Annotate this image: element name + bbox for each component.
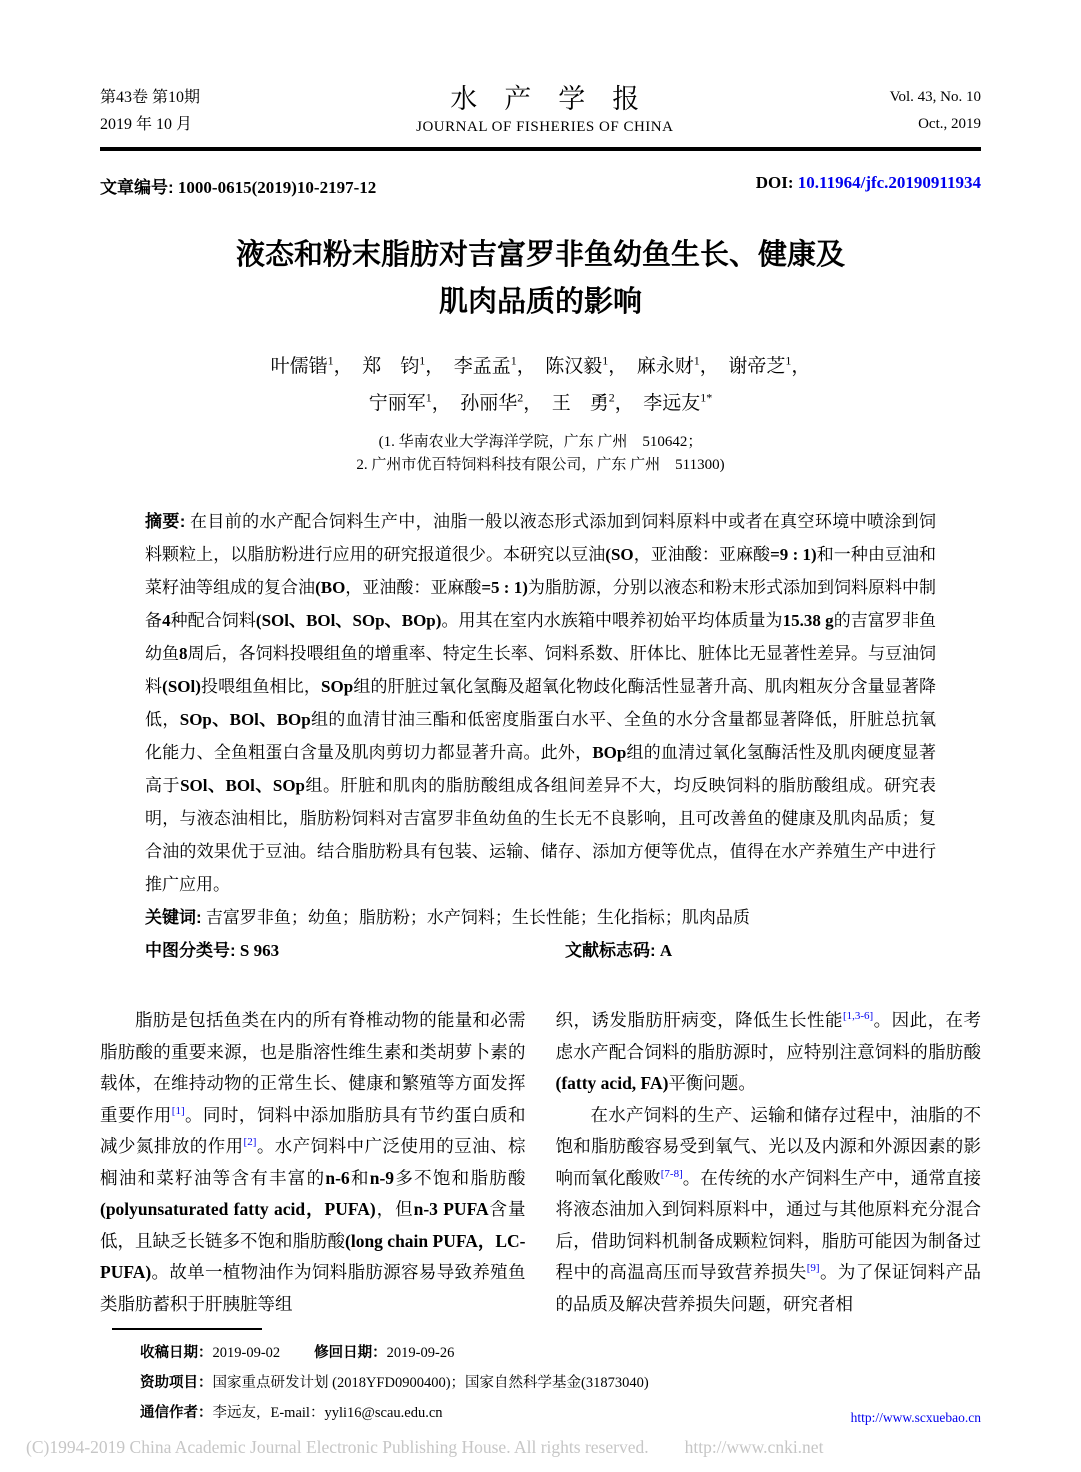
text-segment: 组的血清甘油三酯和低密度脂蛋白水平、全鱼的水分含量都显著降低，肝脏总抗氧化能力、全鱼粗蛋白含量及肌肉剪切力都显著升高。此外，	[145, 710, 937, 762]
text-segment: SOp、BOl、BOp	[179, 710, 311, 729]
journal-title-en: JOURNAL OF FISHERIES OF CHINA	[416, 119, 674, 135]
body-paragraph	[556, 1005, 982, 1100]
text-segment: 4	[162, 611, 171, 630]
cnki-url: http://www.cnki.net	[684, 1437, 824, 1457]
text-segment: 1	[327, 353, 334, 368]
text-segment: ，	[699, 356, 729, 377]
received-date-label: 收稿日期：	[140, 1345, 213, 1361]
text-segment: 在水产饲料的生产、运输和储存过程中，油脂的不饱和脂肪酸容易受到氧气、光以及内源和外源因素的影响而氧化酸败	[555, 1104, 981, 1188]
keywords-text: 吉富罗非鱼；幼鱼；脂肪粉；水产饲料；生长性能；生化指标；肌肉品质	[205, 908, 750, 927]
journal-title-cn: 水 产 学 报	[450, 84, 640, 114]
text-segment: (long chain PUFA，LC-PUFA)	[100, 1230, 526, 1282]
text-segment: 平衡问题。	[668, 1073, 756, 1093]
text-segment: ，	[523, 393, 552, 414]
left-column	[100, 1005, 526, 1320]
text-segment: 麻永财	[636, 356, 694, 377]
text-segment: 。用其在室内水族箱中喂养初始平均体质量为	[441, 611, 783, 630]
right-column	[556, 1005, 982, 1320]
text-segment: 1	[419, 353, 426, 368]
masthead-left	[100, 84, 200, 138]
copyright-text: (C)1994-2019 China Academic Journal Electronic Publishing House. All rights reserved.	[26, 1437, 649, 1457]
cnki-watermark	[26, 1437, 823, 1458]
doi-link[interactable]: 10.11964/jfc.20190911934	[797, 173, 981, 192]
author-line1	[100, 348, 981, 385]
text-segment: 孙丽华	[460, 393, 518, 414]
text-segment: BOp	[592, 743, 627, 762]
masthead-right	[890, 84, 981, 138]
citation-ref[interactable]: [7-8]	[660, 1167, 683, 1180]
corresponding-author-label: 通信作者：	[140, 1405, 213, 1421]
corresponding-author: 李远友，E-mail：yyli16@scau.edu.cn	[212, 1405, 443, 1421]
text-segment: 和一种由豆油和菜籽油等组成的复合油	[145, 545, 937, 597]
text-segment: 织，诱发脂肪肝病变，降低生长性能	[555, 1010, 843, 1030]
text-segment: 。在传统的水产饲料生产中，通常直接将液态油加入到饲料原料中，通过与其他原料充分混合后，借助饲料机制备成颗粒饲料，脂肪可能因为制备过程中的高温高压而导致营养损失	[555, 1167, 982, 1282]
article-title-line2: 肌肉品质的影响	[438, 286, 642, 318]
revised-date-label: 修回日期：	[314, 1345, 387, 1361]
masthead-center	[200, 84, 890, 136]
body-paragraph	[556, 1100, 982, 1321]
text-segment: 和	[349, 1167, 370, 1188]
text-segment: (BO	[315, 578, 346, 597]
footnote-funding	[140, 1368, 981, 1398]
text-segment: 为脂肪源，分别以液态和粉末形式添加到饲料原料中制备	[145, 578, 937, 630]
citation-ref[interactable]: [1,3-6]	[842, 1010, 874, 1023]
text-segment: 投喂组鱼相比，	[200, 677, 322, 696]
text-segment: 。同时，饲料中添加脂肪具有节约蛋白质和减少氮排放的作用	[100, 1104, 526, 1156]
article-number-value: 1000-0615(2019)10-2197-12	[177, 178, 377, 197]
text-segment: 谢帝芝	[728, 356, 786, 377]
document-code-label: 文献标志码:	[565, 941, 656, 960]
text-segment: 多不饱和脂肪酸	[394, 1167, 526, 1188]
masthead	[100, 84, 981, 138]
affiliations	[100, 431, 981, 477]
text-segment: SOl、BOl、SOp	[180, 776, 305, 795]
text-segment: 2	[517, 390, 524, 405]
text-segment: 1	[693, 353, 700, 368]
text-segment: 脂肪是包括鱼类在内的所有脊椎动物的能量和必需脂肪酸的重要来源，也是脂溶性维生素和类胡萝卜素的载体，在维持动物的正常生长、健康和繁殖等方面发挥重要作用	[100, 1010, 526, 1125]
text-segment: 。故单一植物油作为饲料脂肪源容易导致养殖鱼类脂肪蓄积于肝胰脏等组	[100, 1262, 526, 1314]
keywords	[145, 901, 936, 934]
text-segment: 1	[785, 353, 792, 368]
article-number-label: 文章编号:	[100, 178, 174, 197]
text-segment: 1	[602, 353, 609, 368]
funding-label: 资助项目：	[140, 1375, 213, 1391]
text-segment: (polyunsaturated fatty acid，PUFA)	[100, 1199, 376, 1219]
received-date: 2019-09-02	[212, 1345, 281, 1361]
footnote-rule	[112, 1328, 262, 1330]
text-segment: 。因此，在考虑水产配合饲料的脂肪源时，应特别注意饲料的脂肪酸	[555, 1010, 981, 1062]
text-segment: =5 : 1)	[481, 578, 528, 597]
journal-site-link[interactable]: http://www.scxuebao.cn	[850, 1410, 981, 1425]
text-segment: 。水产饲料中广泛使用的豆油、棕榈油和菜籽油等含有丰富的	[100, 1136, 526, 1188]
text-segment: ，	[333, 356, 363, 377]
text-segment: 郑 钧	[362, 356, 420, 377]
text-segment: 李孟孟	[453, 356, 511, 377]
text-segment: 王 勇	[551, 393, 609, 414]
text-segment: 1	[425, 390, 432, 405]
text-segment: n-3 PUFA	[413, 1199, 489, 1219]
article-meta-row	[100, 173, 981, 198]
clc-number	[145, 934, 565, 967]
document-code-value: A	[659, 941, 673, 960]
text-segment: n-9	[369, 1167, 395, 1188]
text-segment: ，	[791, 356, 811, 377]
author-list	[100, 348, 981, 422]
text-segment: ，亚油酸：亚麻酸	[345, 578, 482, 597]
citation-ref[interactable]: [1]	[171, 1104, 185, 1117]
citation-ref[interactable]: [9]	[806, 1262, 820, 1275]
text-segment: 15.38 g	[782, 611, 834, 630]
article-title	[100, 232, 981, 326]
author-line2	[100, 385, 981, 422]
text-segment: 陈汉毅	[545, 356, 603, 377]
text-segment: 组。肝脏和肌肉的脂肪酸组成各组间差异不大，均反映饲料的脂肪酸组成。研究表明，与液态油相比，脂肪粉饲料对吉富罗非鱼幼鱼的生长无不良影响，且可改善鱼的健康及肌肉品质；复合油的效果优于豆油。结合脂肪粉具有包装、运输、储存、添加方便等优点，值得在水产养殖生产中进行推广应用。	[145, 776, 937, 894]
text-segment: 1	[510, 353, 517, 368]
citation-ref[interactable]: [2]	[243, 1136, 257, 1149]
classification-row	[145, 934, 936, 967]
volume-number-en: Vol. 43, No. 10	[889, 89, 981, 105]
text-segment: ，亚油酸：亚麻酸	[633, 545, 771, 564]
text-segment: =9 : 1)	[770, 545, 817, 564]
text-segment: ，	[614, 393, 644, 414]
text-segment: 组的肝脏过氧化氢酶及超氧化物歧化酶活性显著升高、肌肉粗灰分含量显著降低，	[145, 677, 937, 729]
masthead-rule	[100, 147, 981, 151]
text-segment: 李远友	[643, 393, 701, 414]
doi-label: DOI:	[755, 173, 794, 192]
text-segment: 周后，各饲料投喂组鱼的增重率、特定生长率、饲料系数、肝体比、脏体比无显著性差异。与豆油饲料	[145, 644, 937, 696]
text-segment: ，但	[375, 1199, 414, 1219]
clc-value: S 963	[239, 941, 280, 960]
issue-date-en: Oct., 2019	[918, 116, 981, 132]
text-segment: 种配合饲料	[170, 611, 256, 630]
body-paragraph	[100, 1005, 526, 1320]
keywords-label: 关键词:	[145, 908, 202, 927]
abstract-block	[145, 505, 936, 967]
funding-text: 国家重点研发计划 (2018YFD0900400)；国家自然科学基金(31873040)	[212, 1375, 649, 1391]
footnote-dates	[140, 1338, 981, 1368]
text-segment: 含量低，且缺乏长链多不饱和脂肪酸	[100, 1199, 526, 1251]
text-segment: 8	[179, 644, 188, 663]
article-number	[100, 173, 376, 198]
text-segment: 叶儒锴	[270, 356, 328, 377]
text-segment: n-6	[325, 1167, 350, 1188]
text-segment: ，	[516, 356, 546, 377]
text-segment: SOp	[321, 677, 354, 696]
clc-label: 中图分类号:	[145, 941, 236, 960]
article-title-line1: 液态和粉末脂肪对吉富罗非鱼幼鱼生长、健康及	[235, 239, 845, 271]
doi	[756, 173, 981, 198]
text-segment: (SOl、BOl、SOp、BOp)	[255, 611, 442, 630]
abstract-text	[145, 512, 936, 894]
text-segment: (fatty acid, FA)	[555, 1073, 669, 1093]
issue-number-cn: 第43卷 第10期	[100, 89, 201, 106]
text-segment: (SO	[605, 545, 634, 564]
document-code	[565, 934, 672, 967]
text-segment: 的吉富罗非鱼幼鱼	[145, 611, 937, 663]
text-segment: (SOl)	[162, 677, 201, 696]
abstract	[145, 505, 936, 901]
text-segment: 在目前的水产配合饲料生产中，油脂一般以液态形式添加到饲料原料中或者在真空环境中喷涂到饲料颗粒上，以脂肪粉进行应用的研究报道很少。本研究以豆油	[145, 512, 937, 564]
text-segment: ，	[425, 356, 454, 377]
abstract-label: 摘要:	[145, 512, 186, 531]
text-segment: ，	[431, 393, 461, 414]
text-segment: ，	[608, 356, 637, 377]
text-segment: 。为了保证饲料产品的品质及解决营养损失问题，研究者相	[555, 1262, 982, 1314]
text-segment: 宁丽军	[368, 393, 426, 414]
text-segment: 1*	[700, 390, 713, 405]
text-segment: 2	[608, 390, 615, 405]
body-columns	[100, 1005, 981, 1320]
affiliation-line2: 2. 广州市优百特饲料科技有限公司，广东 广州 511300)	[356, 457, 725, 473]
affiliation-line1: (1. 华南农业大学海洋学院，广东 广州 510642；	[378, 434, 703, 450]
text-segment: 组的血清过氧化氢酶活性及肌肉硬度显著高于	[145, 743, 937, 795]
issue-date-cn: 2019 年 10 月	[100, 116, 193, 133]
revised-date: 2019-09-26	[386, 1345, 455, 1361]
